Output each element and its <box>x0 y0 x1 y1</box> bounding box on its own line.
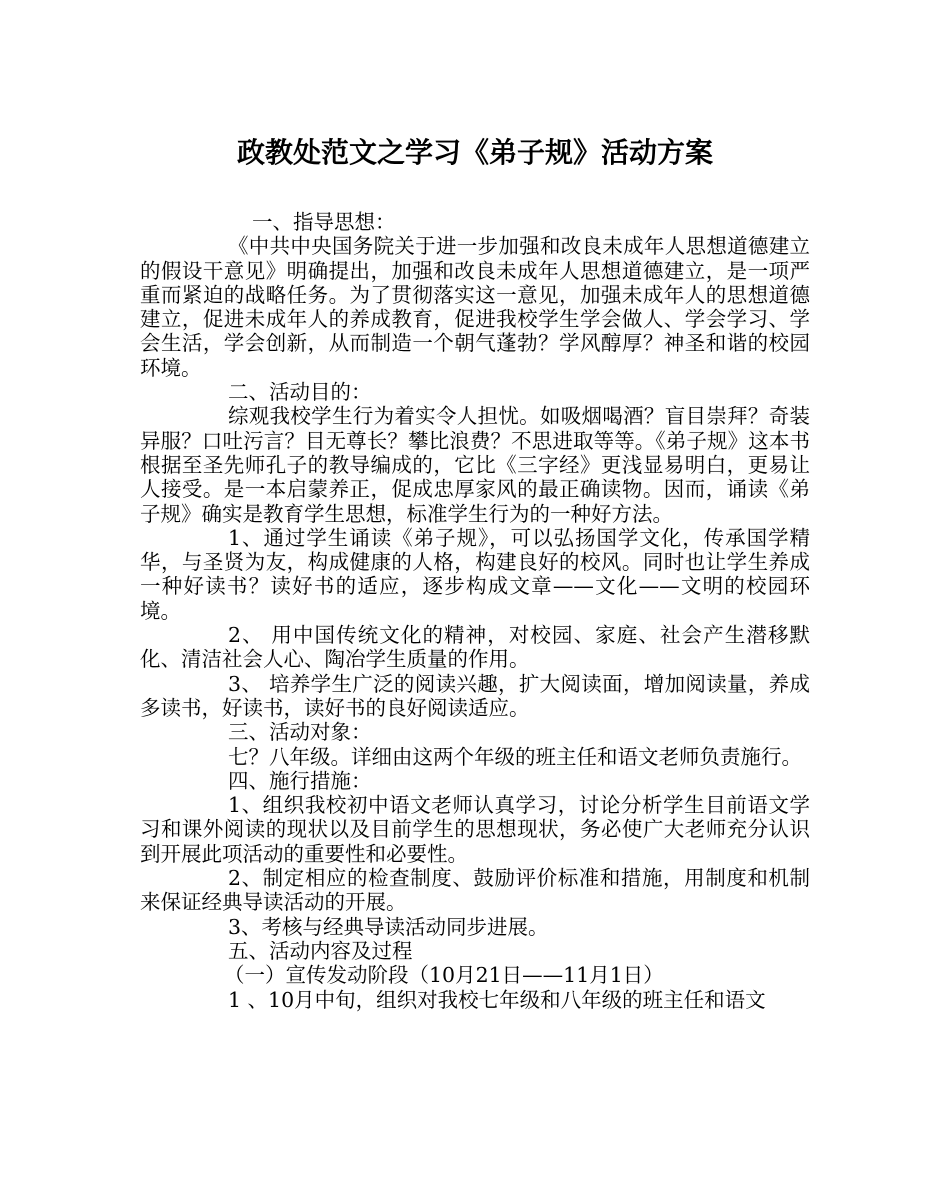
document-title: 政教处范文之学习《弟子规》活动方案 <box>236 136 713 169</box>
implementation-item-1: 1、组织我校初中语文老师认真学习，讨论分析学生目前语文学习和课外阅读的现状以及目前学生的思想现状，务必使广大老师充分认识到开展此项活动的重要性和必要性。 <box>140 793 810 866</box>
document-body <box>140 210 810 1012</box>
heading-activity-content: 五、活动内容及过程 <box>228 938 413 963</box>
implementation-item-2: 2、制定相应的检查制度、鼓励评价标准和措施，用制度和机制来保证经典导读活动的开展。 <box>140 866 810 915</box>
heading-guiding-ideology: 一、指导思想： <box>252 210 396 234</box>
heading-activity-purpose: 二、活动目的： <box>228 380 372 405</box>
purpose-item-2: 2、 用中国传统文化的精神，对校园、家庭、社会产生潜移默化、清洁社会人心、陶冶学生质量的作用。 <box>140 623 810 672</box>
implementation-item-3: 3、考核与经典导读活动同步进展。 <box>228 914 549 939</box>
paragraph-activity-target: 七？八年级。详细由这两个年级的班主任和语文老师负责施行。 <box>228 744 802 769</box>
publicity-item-1: 1 、10月中旬，组织对我校七年级和八年级的班主任和语文 <box>228 987 766 1012</box>
purpose-item-1: 1、通过学生诵读《弟子规》，可以弘扬国学文化，传承国学精华，与圣贤为友，构成健康的人格，构建良好的校风。同时也让学生养成一种好读书？读好书的适应，逐步构成文章——文化——文明的校园环境。 <box>140 525 810 623</box>
heading-implementation: 四、施行措施： <box>228 768 372 793</box>
paragraph-guiding-ideology: 《中共中央国务院关于进一步加强和改良未成年人思想道德建立的假设干意见》明确提出，加强和改良未成年人思想道德建立，是一项严重而紧迫的战略任务。为了贯彻落实这一意见，加强未成年人的思想道德建立，促进未成年人的养成教育，促进我校学生学会做人、学会学习、学会生活，学会创新，从而制造一个朝气蓬勃？学风醇厚？神圣和谐的校园环境。 <box>140 234 810 380</box>
paragraph-activity-purpose: 综观我校学生行为着实令人担忧。如吸烟喝酒？盲目崇拜？奇装异服？口吐污言？目无尊长？攀比浪费？不思进取等等。《弟子规》这本书根据至圣先师孔子的教导编成的，它比《三字经》更浅显易明白，更易让人接受。是一本启蒙养正，促成忠厚家风的最正确读物。因而，诵读《弟子规》确实是教育学生思想，标准学生行为的一种好方法。 <box>140 404 810 526</box>
heading-publicity-phase: （一）宣传发动阶段（10月21日——11月1日） <box>224 963 664 988</box>
purpose-item-3: 3、 培养学生广泛的阅读兴趣，扩大阅读面，增加阅读量，养成多读书，好读书，读好书的良好阅读适应。 <box>140 671 810 720</box>
heading-activity-target: 三、活动对象： <box>228 720 372 745</box>
